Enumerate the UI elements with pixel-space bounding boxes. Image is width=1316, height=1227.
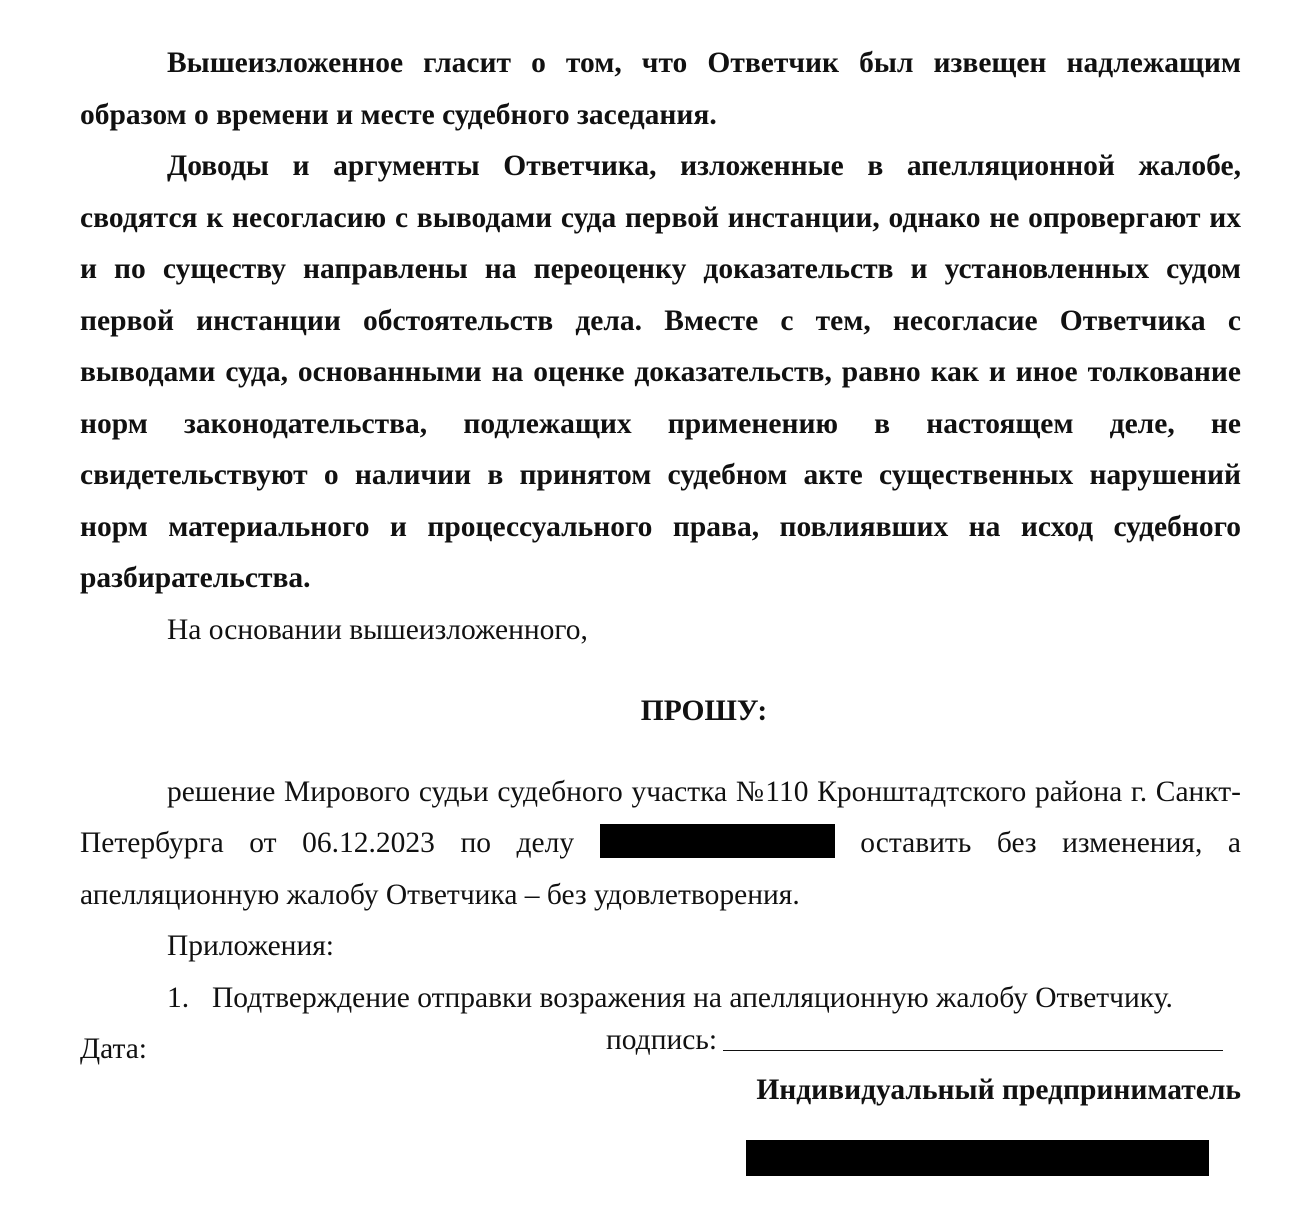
request-text-end: оставить без изменения, а апелляционную жалобу Ответчика – без удовлетворения. (80, 827, 1241, 911)
request-text-start: решение Мирового судьи судебного участка №110 Кронштадтского района г. Санкт-Петербурга от 06.12.2023 по делу (80, 775, 1241, 859)
redacted-signer-name (746, 1140, 1209, 1176)
paragraph-arguments: Доводы и аргументы Ответчика, изложенные в апелляционной жалобе, сводятся к несогласию с выводами суда первой инстанции, однако не опровергают их и по существу направлены на переоценку доказательств и установленных судом первой инстанции обстоятельств дела. Вместе с тем, несогласие Ответчика с выводами суда, основанными на оценке доказательств, равно как и иное толкование норм законодательства, подлежащих применению в настоящем деле, не свидетельствуют о наличии в принятом судебном акте существенных нарушений норм материального и процессуального права, повлиявших на исход судебного разбирательства. (80, 150, 1241, 594)
request-heading: ПРОШУ: (640, 694, 768, 727)
attachment-text: Подтверждение отправки возражения на апелляционную жалобу Ответчику. (212, 981, 1173, 1014)
signature-blank (723, 1014, 1223, 1051)
document-body (80, 38, 1241, 1076)
paragraph-notice: Вышеизложенное гласит о том, что Ответчик был извещен надлежащим образом о времени и месте судебного заседания. (80, 47, 1241, 131)
signer-title: Индивидуальный предприниматель (756, 1074, 1241, 1106)
paragraph-request (80, 767, 1241, 922)
signature-line (606, 1014, 1246, 1067)
signature-label: подпись: (606, 1024, 718, 1056)
redacted-case-number (600, 824, 835, 858)
paragraph-basis: На основании вышеизложенного, (167, 613, 588, 646)
attachments-label: Приложения: (167, 930, 335, 962)
date-label: Дата: (80, 1033, 147, 1065)
attachment-number: 1. (167, 981, 190, 1014)
